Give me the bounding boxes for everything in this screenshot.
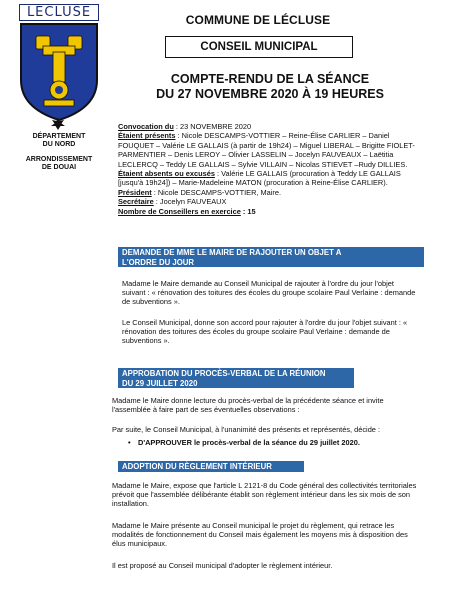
convocation-line: Convocation du : 23 NOVEMBRE 2020 [118, 122, 252, 131]
department-line: DÉPARTEMENT [32, 133, 86, 140]
section-heading-rules: ADOPTION DU RÈGLEMENT INTÉRIEUR [118, 461, 304, 472]
absent-line: Étaient absents ou excusés : Valérie LE GALLAIS (procuration à Teddy LE GALLAIS [jusqu'à 19h24]) – Marie-Madeleine MATON (procuration à Reine-Élise CARLIER). [118, 169, 401, 188]
report-title [120, 72, 420, 102]
council-count-line: Nombre de Conseillers en exercice : 15 [118, 206, 256, 216]
arrondissement-line: DE DOUAI [41, 164, 77, 172]
present-line: Étaient présents : Nicole DESCAMPS-VOTTIER – Reine-Élise CARLIER – Daniel FOUQUET – Valérie LE GALLAIS (à partir de 19h24) – Miguel LIBERAL – Brigitte FIOLET-PARMENTIER – Denis LEROY – Olivier LASSELIN – Jocelyn FAUVEAUX – Laëtitia LECLERCQ – Teddy LE GALLAIS – Sylvie VILLAIN – Nicolas STIEVET –Rudy DILLIES. [118, 131, 415, 169]
paragraph: Madame le Maire demande au Conseil Municipal de rajouter à l'ordre du jour l'objet suivant : « rénovation des toitures des écoles du groupe scolaire Paul Verlaine : demande de subventions ». [122, 279, 416, 307]
department-block [14, 133, 104, 173]
paragraph: Madame le Maire présente au Conseil municipal le projet du règlement, qui retrace les modalités de fonctionnement du Conseil mais également les moyens mis à disposition des élus municipaux. [112, 521, 408, 549]
section-heading-minutes: APPROBATION DU PROCÈS-VERBAL DE LA RÉUNION DU 29 JUILLET 2020 [118, 368, 354, 388]
paragraph: Madame le Maire, expose que l'article L 2121-8 du Code général des collectivités territoriales prévoit que l'assemblée délibérante établit son règlement intérieur dans les six mois de son installation. [112, 481, 417, 509]
eagle-emblem-icon [50, 117, 66, 131]
section-heading-agenda: DEMANDE DE MME LE MAIRE DE RAJOUTER UN OBJET A L'ORDRE DU JOUR [118, 247, 424, 267]
meeting-info [118, 122, 422, 216]
coat-of-arms [16, 4, 102, 122]
paragraph: Par suite, le Conseil Municipal, à l'unanimité des présents et représentés, décide : [112, 425, 381, 434]
paragraph: Il est proposé au Conseil municipal d'adopter le règlement intérieur. [112, 561, 333, 570]
bullet-icon: • [128, 438, 131, 447]
crest-town-name: LECLUSE [19, 4, 99, 21]
decision-bullet: • D'APPROUVER le procès-verbal de la séance du 29 juillet 2020. [128, 438, 360, 447]
commune-title: COMMUNE DE LÉCLUSE [185, 13, 331, 27]
president-line: Président : Nicole DESCAMPS-VOTTIER, Maire. [118, 187, 282, 197]
shield-icon [19, 22, 99, 122]
paragraph: Madame le Maire donne lecture du procès-verbal de la précédente séance et invite l'assemblée à faire part de ses éventuelles observations : [112, 396, 384, 415]
paragraph: Le Conseil Municipal, donne son accord pour rajouter à l'ordre du jour l'objet suivant : « rénovation des toitures des écoles du groupe scolaire Paul Verlaine : demande de subventions ». [122, 318, 408, 346]
report-title-line: COMPTE-RENDU DE LA SÉANCE [170, 72, 370, 86]
department-line: DU NORD [42, 141, 76, 149]
secretary-line: Secrétaire : Jocelyn FAUVEAUX [118, 197, 227, 207]
arrondissement-line: ARRONDISSEMENT [25, 155, 93, 163]
report-title-line: DU 27 NOVEMBRE 2020 À 19 HEURES [156, 87, 384, 101]
council-title-box: CONSEIL MUNICIPAL [165, 36, 353, 58]
